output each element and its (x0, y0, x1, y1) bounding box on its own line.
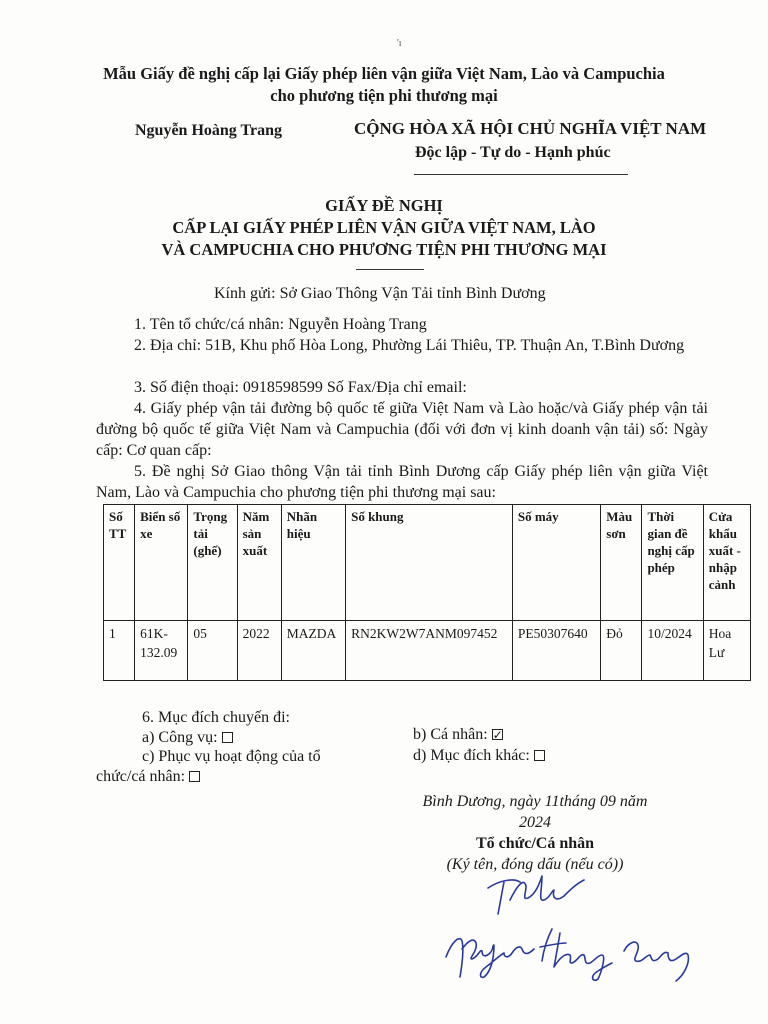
document-title (40, 195, 728, 261)
motto-underline (414, 174, 628, 175)
checkbox-personal (492, 729, 503, 740)
purpose-option-label: a) Công vụ: (142, 729, 218, 746)
purpose-option-label: b) Cá nhân: (413, 726, 488, 743)
column-header: Thời gian đề nghị cấp phép (642, 505, 703, 621)
form-title (40, 63, 728, 107)
item-phone: 3. Số điện thoại: 0918598599 Số Fax/Địa chỉ email: (134, 379, 467, 396)
column-header: Năm sản xuất (237, 505, 281, 621)
purpose-option-other (413, 745, 545, 766)
column-header: Cửa khẩu xuất - nhập cảnh (703, 505, 750, 621)
table-cell: 61K-132.09 (135, 621, 188, 681)
purpose-option-label: d) Mục đích khác: (413, 747, 530, 764)
column-header: Số khung (346, 505, 513, 621)
checkbox-other (534, 750, 545, 761)
purpose-option-organization: c) Phục vụ hoạt động của tổ (142, 748, 321, 765)
vehicle-table (103, 504, 751, 681)
item-transport-license: 4. Giấy phép vận tải đường bộ quốc tế giữa Việt Nam và Lào hoặc/và Giấy phép vận tải đường bộ quốc tế giữa Việt Nam và Campuchia (đối với đơn vị kinh doanh vận tải) số: Ngày cấp: Cơ quan cấp: (96, 400, 708, 459)
checkbox-organization (189, 771, 200, 782)
document-title-line-3: VÀ CAMPUCHIA CHO PHƯƠNG TIỆN PHI THƯƠNG MẠI (161, 240, 607, 259)
form-title-line-1: Mẫu Giấy đề nghị cấp lại Giấy phép liên vận giữa Việt Nam, Lào và Campuchia (103, 64, 665, 83)
purpose-heading: 6. Mục đích chuyến đi: (142, 709, 290, 726)
table-header-row (104, 505, 751, 621)
checkbox-official (222, 732, 233, 743)
page-mark: 'ı (397, 38, 402, 49)
title-underline (356, 269, 424, 270)
table-row (104, 621, 751, 681)
document-title-line-1: GIẤY ĐỀ NGHỊ (325, 196, 443, 215)
table-cell: 10/2024 (642, 621, 703, 681)
column-header: Số máy (512, 505, 600, 621)
sender-name: Nguyễn Hoàng Trang (135, 122, 282, 139)
table-cell: 05 (188, 621, 237, 681)
purpose-option-organization-cont (96, 766, 200, 787)
table-cell: 2022 (237, 621, 281, 681)
purpose-option-official (142, 727, 233, 748)
table-cell: RN2KW2W7ANM097452 (346, 621, 513, 681)
place-date-line-2: 2024 (519, 814, 551, 831)
item-request: 5. Đề nghị Sở Giao thông Vận tải tỉnh Bình Dương cấp Giấy phép liên vận giữa Việt Nam, Lào và Campuchia cho phương tiện phi thương mại sau: (96, 463, 708, 501)
item-organization-name: 1. Tên tổ chức/cá nhân: Nguyễn Hoàng Trang (134, 316, 427, 333)
signature-scribble (480, 860, 590, 920)
table-cell: MAZDA (281, 621, 345, 681)
table-cell: Đỏ (601, 621, 642, 681)
column-header: Số TT (104, 505, 135, 621)
signer-role: Tổ chức/Cá nhân (475, 835, 595, 852)
column-header: Biển số xe (135, 505, 188, 621)
handwritten-signature-name (438, 915, 698, 990)
country-name: CỘNG HÒA XÃ HỘI CHỦ NGHĨA VIỆT NAM (354, 119, 707, 138)
table-cell: 1 (104, 621, 135, 681)
purpose-option-label: chức/cá nhân: (96, 768, 186, 785)
place-date-line-1: Bình Dương, ngày 11tháng 09 năm (422, 793, 648, 810)
recipient-line: Kính gửi: Sở Giao Thông Vận Tải tỉnh Bình Dương (214, 285, 546, 302)
table-cell: Hoa Lư (703, 621, 750, 681)
form-title-line-2: cho phương tiện phi thương mại (270, 86, 498, 105)
national-motto: Độc lập - Tự do - Hạnh phúc (415, 144, 611, 161)
table-cell: PE50307640 (512, 621, 600, 681)
item-address: 2. Địa chỉ: 51B, Khu phố Hòa Long, Phường Lái Thiêu, TP. Thuận An, T.Bình Dương (134, 337, 685, 354)
signature-note: (Ký tên, đóng dấu (nếu có)) (446, 856, 624, 873)
purpose-option-personal (413, 724, 503, 745)
column-header: Màu sơn (601, 505, 642, 621)
column-header: Trọng tải (ghế) (188, 505, 237, 621)
document-title-line-2: CẤP LẠI GIẤY PHÉP LIÊN VẬN GIỮA VIỆT NAM, LÀO (172, 218, 596, 237)
column-header: Nhãn hiệu (281, 505, 345, 621)
